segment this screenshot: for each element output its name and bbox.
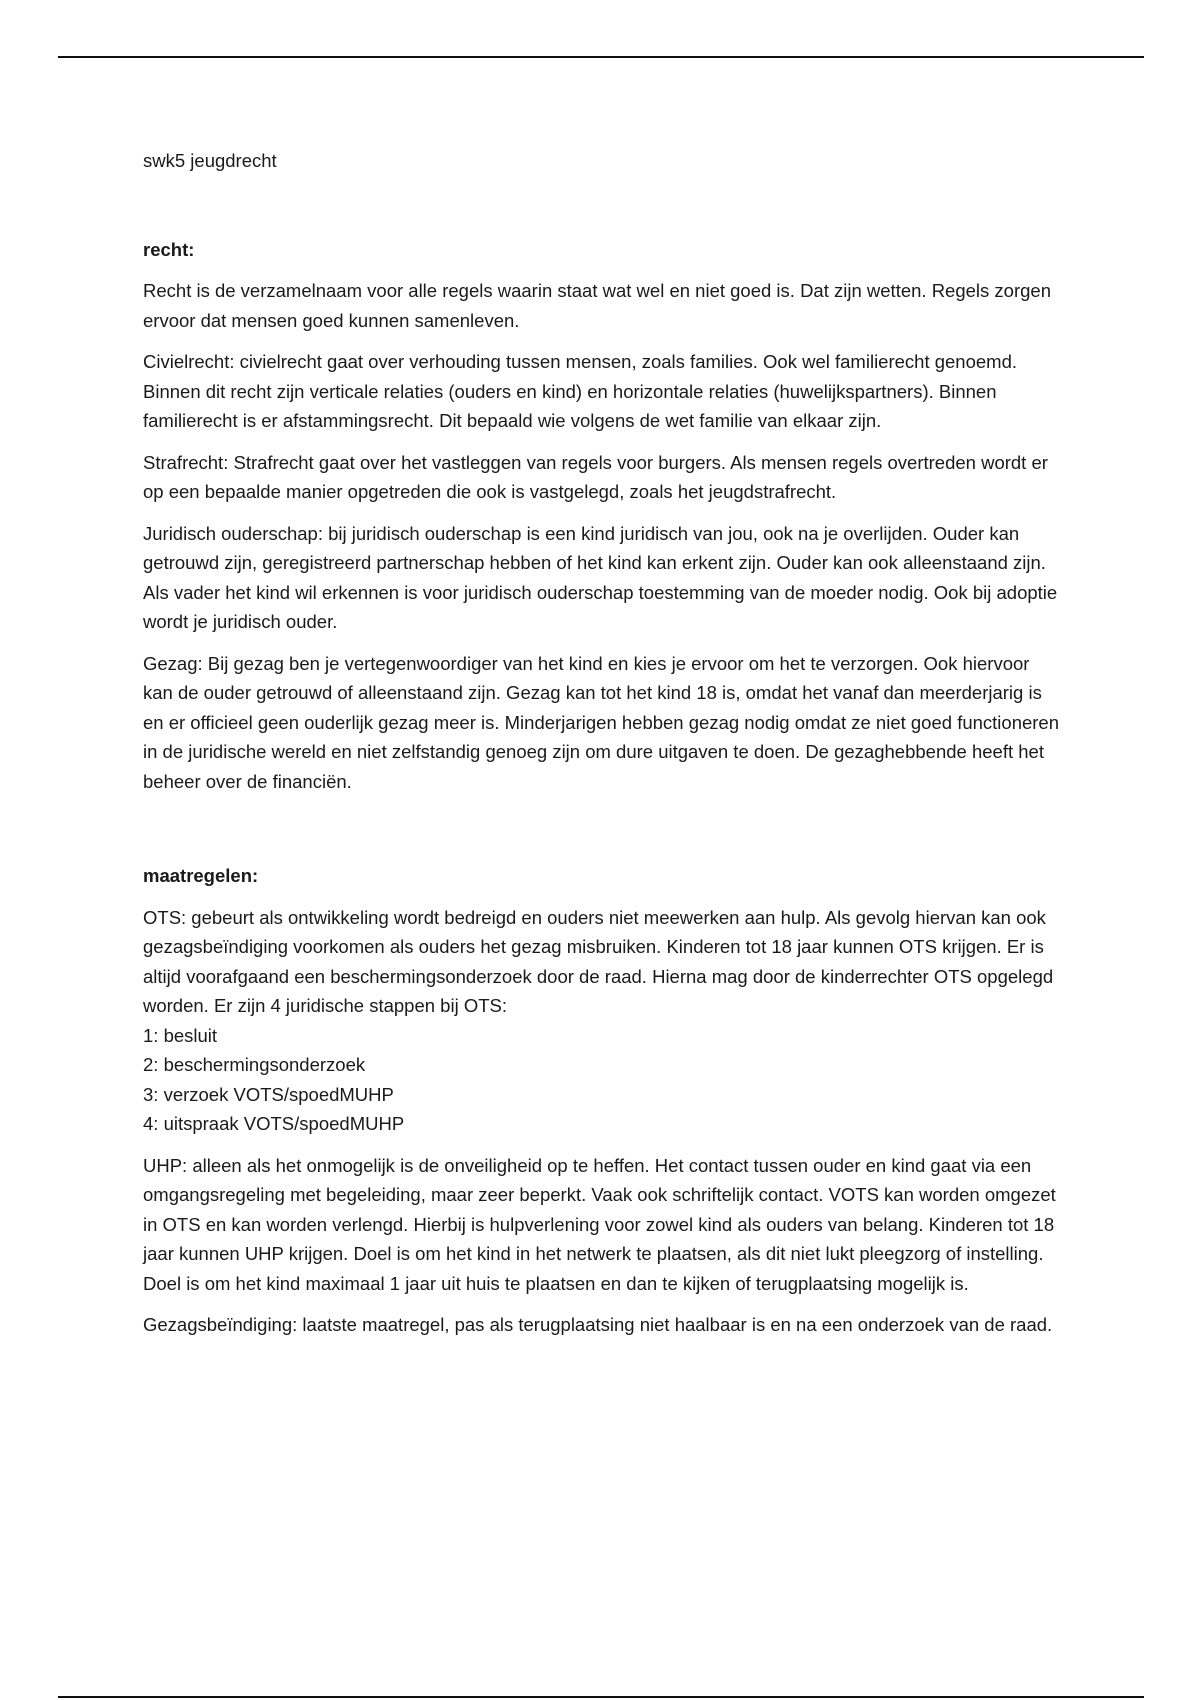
document-body — [143, 146, 1063, 1340]
paragraph-gezag: Gezag: Bij gezag ben je vertegenwoordiger van het kind en kies je ervoor om het te verzorgen. Ook hiervoor kan de ouder getrouwd of alleenstaand zijn. Gezag kan tot het kind 18 is, omdat het vanaf dan meerderjarig is en er officieel geen ouderlijk gezag meer is. Minderjarigen hebben gezag nodig omdat ze niet goed functioneren in de juridische wereld en niet zelfstandig genoeg zijn om dure uitgaven te doen. De gezaghebbende heeft het beheer over de financiën. — [143, 652, 1060, 792]
paragraph-recht-definitie: Recht is de verzamelnaam voor alle regels waarin staat wat wel en niet goed is. Dat zijn wetten. Regels zorgen ervoor dat mensen goed kunnen samenleven. — [143, 280, 1051, 331]
paragraph-uhp: UHP: alleen als het onmogelijk is de onveiligheid op te heffen. Het contact tussen ouder en kind gaat via een omgangsregeling met begeleiding, maar zeer beperkt. Vaak ook schriftelijk contact. VOTS kan worden omgezet in OTS en kan worden verlengd. Hierbij is hulpverlening voor zowel kind als ouders van belang. Kinderen tot 18 jaar kunnen UHP krijgen. Doel is om het kind in het netwerk te plaatsen, als dit niet lukt pleegzorg of instelling. Doel is om het kind maximaal 1 jaar uit huis te plaatsen en dan te kijken of terugplaatsing mogelijk is. — [143, 1154, 1056, 1294]
list-item: 2: beschermingsonderzoek — [143, 1054, 366, 1075]
list-item: 4: uitspraak VOTS/spoedMUHP — [143, 1113, 405, 1134]
page-top-rule — [58, 56, 1144, 58]
document-title: swk5 jeugdrecht — [143, 150, 277, 171]
paragraph-civielrecht: Civielrecht: civielrecht gaat over verhouding tussen mensen, zoals families. Ook wel familierecht genoemd. Binnen dit recht zijn verticale relaties (ouders en kind) en horizontale relaties (huwelijkspartners). Binnen familierecht is er afstammingsrecht. Dit bepaald wie volgens de wet familie van elkaar zijn. — [143, 351, 1018, 431]
page-bottom-rule — [58, 1696, 1144, 1698]
section-maatregelen — [143, 861, 1063, 1340]
paragraph-strafrecht: Strafrecht: Strafrecht gaat over het vastleggen van regels voor burgers. Als mensen regels overtreden wordt er op een bepaalde manier opgetreden die ook is vastgelegd, zoals het jeugdstrafrecht. — [143, 451, 1048, 502]
section-heading-recht: recht: — [143, 238, 195, 260]
ots-steps-list — [143, 1021, 1063, 1139]
paragraph-juridisch-ouderschap: Juridisch ouderschap: bij juridisch ouderschap is een kind juridisch van jou, ook na je overlijden. Ouder kan getrouwd zijn, geregistreerd partnerschap hebben of het kind kan erkent zijn. Ouder kan ook alleenstaand zijn. Als vader het kind wil erkennen is voor juridisch ouderschap toestemming van de moeder nodig. Ook bij adoptie wordt je juridisch ouder. — [143, 522, 1058, 632]
section-heading-maatregelen: maatregelen: — [143, 865, 259, 886]
paragraph-gezagsbeeindiging: Gezagsbeïndiging: laatste maatregel, pas als terugplaatsing niet haalbaar is en na een onderzoek van de raad. — [143, 1314, 1053, 1335]
list-item: 3: verzoek VOTS/spoedMUHP — [143, 1083, 394, 1105]
list-item: 1: besluit — [143, 1024, 218, 1046]
section-recht — [143, 235, 1063, 797]
paragraph-ots: OTS: gebeurt als ontwikkeling wordt bedreigd en ouders niet meewerken aan hulp. Als gevolg hiervan kan ook gezagsbeïndiging voorkomen als ouders het gezag misbruiken. Kinderen tot 18 jaar kunnen OTS krijgen. Er is altijd voorafgaand een beschermingsonderzoek door de raad. Hierna mag door de kinderrechter OTS opgelegd worden. Er zijn 4 juridische stappen bij OTS: — [143, 906, 1054, 1016]
